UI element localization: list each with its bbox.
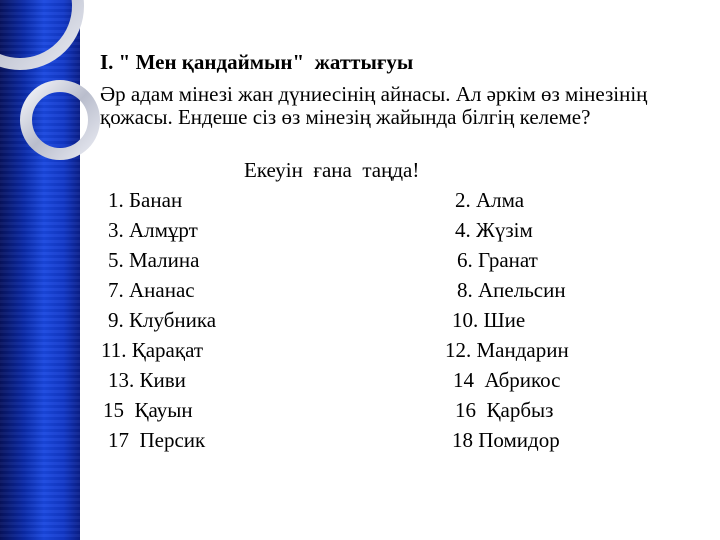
ring-top: [0, 0, 78, 64]
option-item: 2. Алма: [455, 188, 525, 212]
option-item: 11. Қарақат: [101, 338, 204, 362]
option-item: 15 Қауын: [103, 398, 193, 422]
exercise-instruction: Екеуін ғана таңда!: [244, 158, 420, 182]
option-item: 14 Абрикос: [453, 368, 561, 392]
exercise-heading: І. " Мен қандаймын" жаттығуы: [100, 50, 414, 74]
option-item: 6. Гранат: [457, 248, 538, 272]
option-item: 3. Алмұрт: [108, 218, 198, 242]
option-item: 17 Персик: [108, 428, 206, 452]
option-item: 1. Банан: [108, 188, 183, 212]
option-item: 8. Апельсин: [457, 278, 566, 302]
exercise-intro: Әр адам мінезі жан дүниесінің айнасы. Ал әркім өз мінезінің қожасы. Ендеше сіз өз мінезің жайында білгің келеме?: [100, 82, 648, 129]
option-item: 9. Клубника: [108, 308, 217, 332]
option-item: 16 Қарбыз: [455, 398, 554, 422]
ring-bottom: [26, 86, 94, 154]
decorative-rings: [0, 0, 120, 540]
option-item: 4. Жүзім: [455, 218, 533, 242]
option-item: 13. Киви: [108, 368, 186, 392]
option-item: 18 Помидор: [452, 428, 560, 452]
option-item: 5. Малина: [108, 248, 200, 272]
option-item: 7. Ананас: [108, 278, 195, 302]
option-item: 12. Мандарин: [445, 338, 569, 362]
option-item: 10. Шие: [452, 308, 526, 332]
